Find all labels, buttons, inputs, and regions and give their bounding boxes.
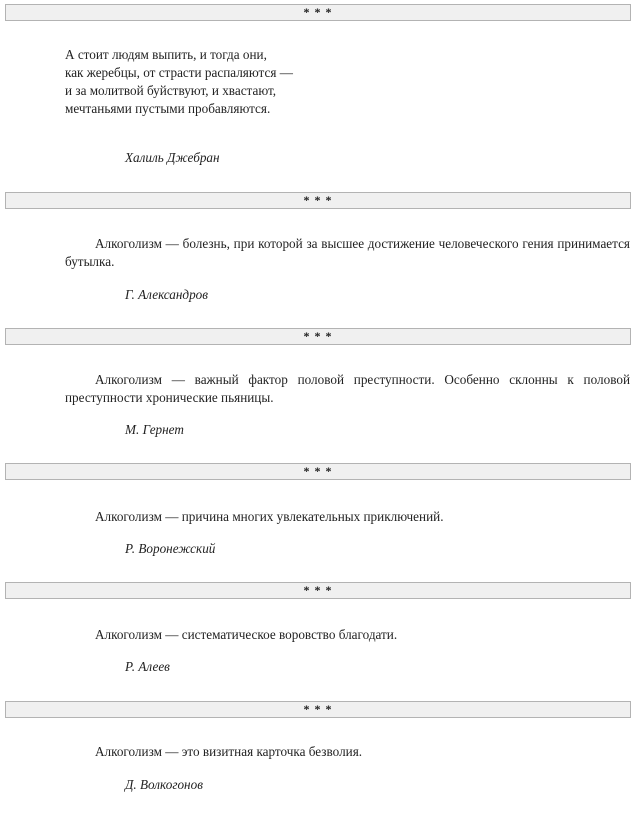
quote-author: М. Гернет: [125, 422, 184, 437]
poem-quote: [65, 46, 365, 118]
poem-line: как жеребцы, от страсти распаляются —: [65, 65, 293, 80]
quote-author: Р. Алеев: [125, 659, 170, 674]
quote-text: Алкоголизм — причина многих увлекательных приключений.: [95, 509, 444, 524]
quote-author: Д. Волкогонов: [125, 777, 203, 792]
section-separator: * * *: [5, 192, 631, 209]
quote-text: Алкоголизм — важный фактор половой преступности. Особенно склонны к половой преступности хронические пьяницы.: [65, 372, 630, 405]
section-separator: * * *: [5, 701, 631, 718]
section-separator: * * *: [5, 463, 631, 480]
poem-line: А стоит людям выпить, и тогда они,: [65, 47, 267, 62]
poem-line: мечтаньями пустыми пробавляются.: [65, 101, 271, 116]
section-separator: * * *: [5, 328, 631, 345]
quote-author: Г. Александров: [125, 287, 208, 302]
section-separator: * * *: [5, 582, 631, 599]
quote-author: Р. Воронежский: [125, 541, 216, 556]
quote-text: Алкоголизм — это визитная карточка безволия.: [95, 744, 363, 759]
quote-text: Алкоголизм — болезнь, при которой за высшее достижение человеческого гения принимается бутылка.: [65, 236, 630, 269]
quote-text: Алкоголизм — систематическое воровство благодати.: [95, 627, 398, 642]
quote-author: Халиль Джебран: [125, 150, 220, 165]
section-separator: * * *: [5, 4, 631, 21]
poem-line: и за молитвой буйствуют, и хвастают,: [65, 83, 277, 98]
